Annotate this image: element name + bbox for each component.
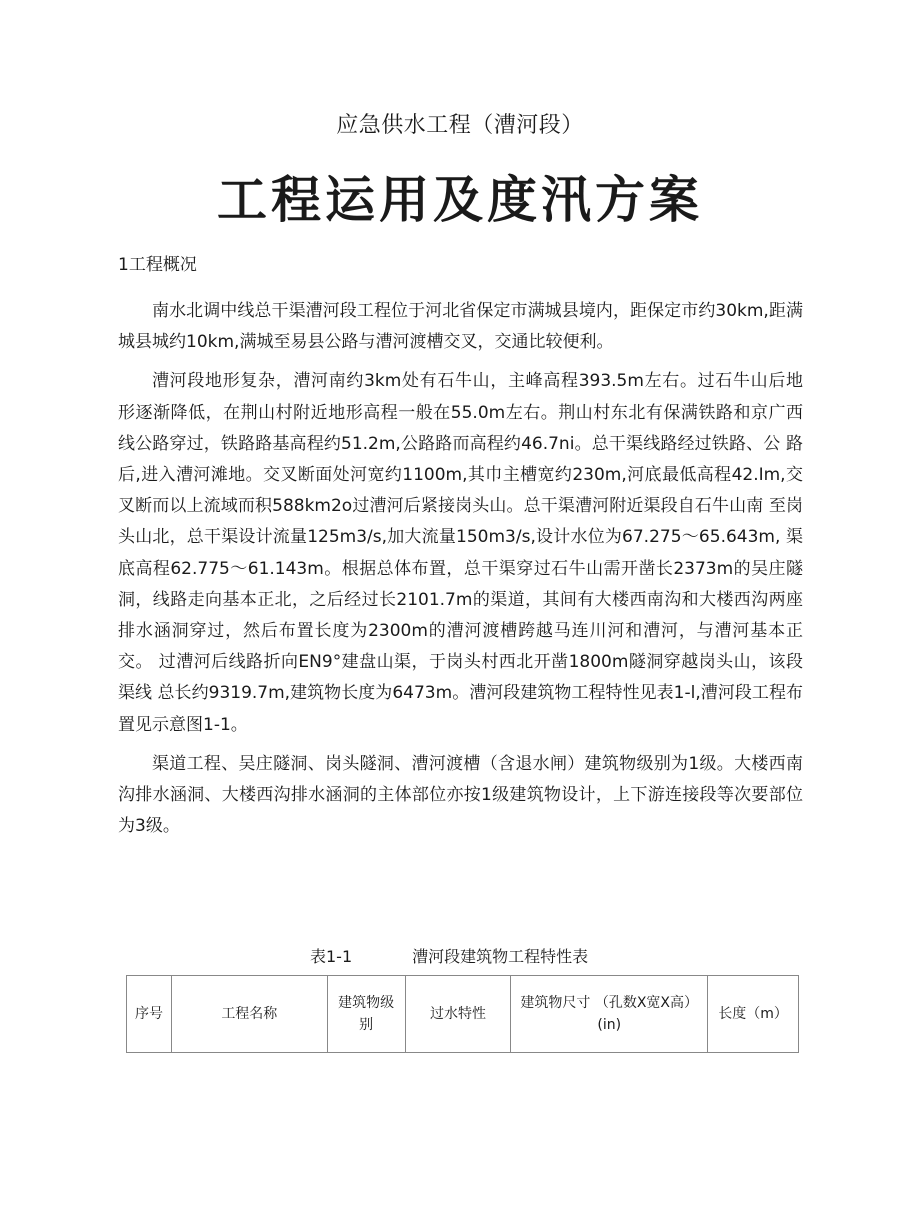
body-text	[118, 296, 803, 850]
paragraph: 南水北调中线总干渠漕河段工程位于河北省保定市满城县境内，距保定市约30km,距满城县城约10km,满城至易县公路与漕河渡槽交叉，交通比较便利。	[118, 301, 803, 353]
table-caption-title: 漕河段建筑物工程特性表	[412, 947, 589, 966]
table-header-cell: 过水特性	[405, 976, 511, 1053]
spec-table	[126, 975, 799, 1053]
document-subtitle: 应急供水工程（漕河段）	[336, 113, 584, 138]
table-header-cell: 工程名称	[171, 976, 327, 1053]
section-heading: 1工程概况	[118, 255, 197, 275]
table-caption-number: 表1-1	[310, 947, 353, 966]
table-header-cell: 建筑物级别	[327, 976, 405, 1053]
table-header-cell: 长度（m）	[708, 976, 799, 1053]
table-header-row	[127, 976, 799, 1053]
paragraph: 漕河段地形复杂，漕河南约3km处有石牛山，主峰高程393.5m左右。过石牛山后地 形逐渐降低，在荆山村附近地形高程一般在55.0m左右。荆山村东北有保满铁路和京广西 线公路穿过，铁路路基高程约51.2m,公路路而高程约46.7ni。总干渠线路经过铁路、公 路后,进入漕河滩地。交叉断面处河宽约1100m,其巾主槽宽约230m,河底最低高程42.Im,交叉断而以上流域而积588km2o过漕河后紧接岗头山。总干渠漕河附近渠段自石牛山南 至岗头山北，总干渠设计流量125m3/s,加大流量150m3/s,设计水位为67.275～65.643m, 渠底高程62.775～61.143m。根据总体布置，总干渠穿过石牛山需开凿长2373m的吴庄隧 洞，线路走向基本正北，之后经过长2101.7m的渠道，其间有大楼西南沟和大楼西沟两座 排水涵洞穿过，然后布置长度为2300m的漕河渡槽跨越马连川河和漕河，与漕河基本正交。 过漕河后线路折向EN9°建盘山渠，于岗头村西北开凿1800m隧洞穿越岗头山，该段渠线 总长约9319.7m,建筑物长度为6473m。漕河段建筑物工程特性见表1-l,漕河段工程布 置见示意图1-1。	[118, 371, 803, 735]
table-header-cell: 建筑物尺寸 （孔数X宽X高）(in)	[511, 976, 708, 1053]
paragraph: 渠道工程、吴庄隧洞、岗头隧洞、漕河渡槽（含退水闸）建筑物级别为1级。大楼西南沟排水涵洞、大楼西沟排水涵洞的主体部位亦按1级建筑物设计，上下游连接段等次要部位为3级。	[118, 753, 803, 837]
table-header-cell: 序号	[127, 976, 172, 1053]
document-title: 工程运用及度汛方案	[217, 171, 703, 229]
table-caption	[310, 944, 588, 967]
